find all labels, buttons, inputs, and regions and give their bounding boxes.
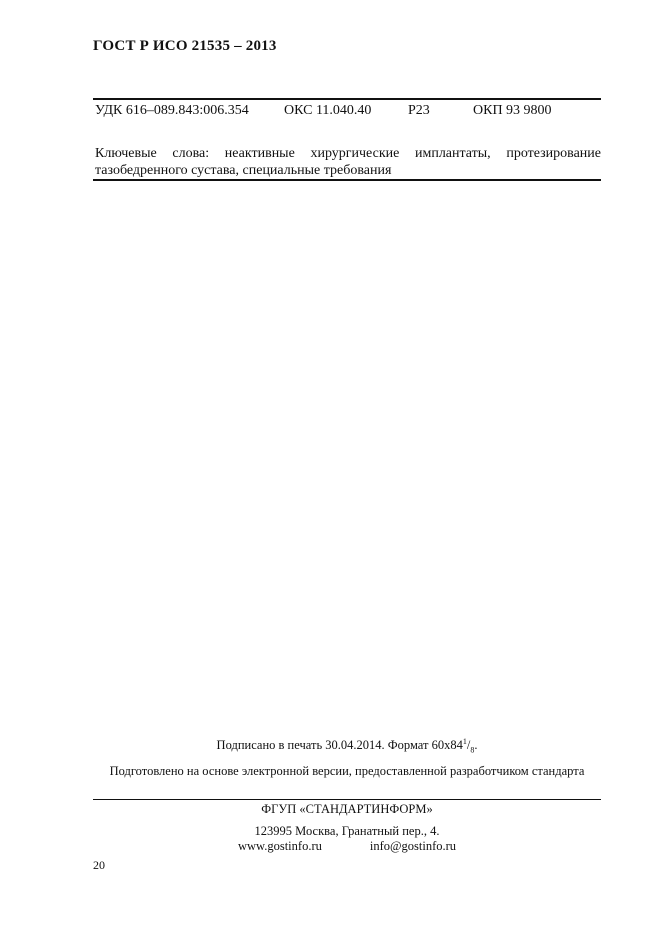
format-fraction-denominator: 8 [470, 745, 475, 755]
imprint-divider [93, 799, 601, 800]
format-fraction-numerator: 1 [462, 737, 467, 746]
publisher-address: 123995 Москва, Гранатный пер., 4. [254, 824, 440, 838]
page-number: 20 [93, 858, 105, 872]
keywords-paragraph: Ключевые слова: неактивные хирургические имплантаты, протезирование тазобедренного сустава, специальные требования [95, 146, 601, 178]
format-end: . [474, 738, 478, 753]
classification-line [95, 103, 601, 121]
prepared-note: Подготовлено на основе электронной версии, предоставленной разработчиком стандарта [109, 764, 585, 778]
okp-code: ОКП 93 9800 [473, 103, 552, 118]
email-link[interactable]: info@gostinfo.ru [369, 839, 457, 853]
udk-code: УДК 616–089.843:006.354 [95, 103, 249, 118]
top-divider [93, 98, 601, 100]
group-code: Р23 [408, 103, 430, 118]
signed-for-print: Подписано в печать 30.04.2014. Формат $60х84^1/_8$. [216, 737, 478, 755]
keywords-divider [93, 179, 601, 181]
signed-text: Подписано в печать 30.04.2014. Формат 60х84 [216, 738, 463, 753]
oks-code: ОКС 11.040.40 [284, 103, 372, 118]
contact-line [93, 839, 601, 854]
website-link[interactable]: www.gostinfo.ru [237, 839, 322, 853]
publisher-name: ФГУП «СТАНДАРТИНФОРМ» [261, 802, 433, 816]
document-header: ГОСТ Р ИСО 21535 – 2013 [93, 38, 277, 54]
